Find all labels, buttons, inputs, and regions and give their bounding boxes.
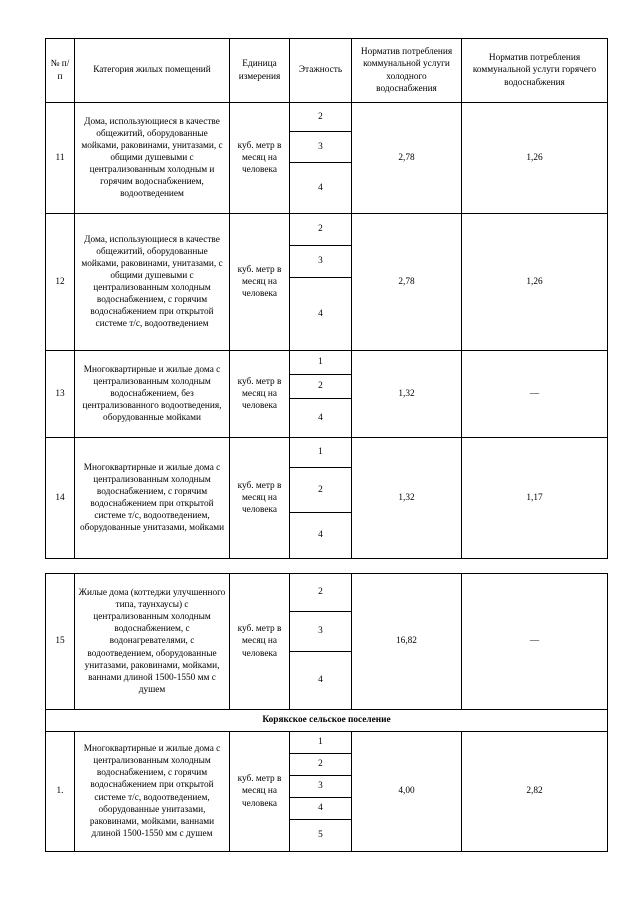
floor-cell: 3	[290, 612, 352, 652]
floor-cell: 2	[290, 103, 352, 132]
norms-table-part-1	[45, 38, 608, 559]
table-row	[46, 574, 608, 612]
floor-cell: 2	[290, 214, 352, 246]
row-number: 13	[46, 351, 75, 438]
cold-water-value: 1,32	[352, 438, 462, 559]
hot-water-value: 1,17	[462, 438, 608, 559]
row-unit: куб. метр в месяц на человека	[230, 214, 290, 351]
hot-water-value: 2,82	[462, 732, 608, 852]
row-unit: куб. метр в месяц на человека	[230, 438, 290, 559]
hot-water-value: 1,26	[462, 214, 608, 351]
row-number: 1.	[46, 732, 75, 852]
row-unit: куб. метр в месяц на человека	[230, 351, 290, 438]
table-row	[46, 214, 608, 246]
hot-water-value: —	[462, 574, 608, 710]
header-cold-water: Норматив потребления коммунальной услуги холодного водоснабжения	[352, 39, 462, 103]
row-number: 14	[46, 438, 75, 559]
row-category: Дома, использующиеся в качестве общежитий, оборудованные мойками, раковинами, унитазами, с общими душевыми с централизованным холодным и горячим водоснабжением, водоотведением	[75, 103, 230, 214]
floor-cell: 2	[290, 754, 352, 776]
row-category: Многоквартирные и жилые дома с централизованным холодным водоснабжением, с горячим водоснабжением при открытой системе т/с, водоотведением, оборудованные унитазами, раковинами, мойками, ваннами длиной 1500-1550 мм с душем	[75, 732, 230, 852]
table-row	[46, 732, 608, 754]
floor-cell: 4	[290, 798, 352, 820]
row-unit: куб. метр в месяц на человека	[230, 732, 290, 852]
floor-cell: 4	[290, 163, 352, 214]
floor-cell: 3	[290, 132, 352, 163]
header-number: № п/п	[46, 39, 75, 103]
floor-cell: 4	[290, 278, 352, 351]
cold-water-value: 2,78	[352, 103, 462, 214]
hot-water-value: —	[462, 351, 608, 438]
row-category: Жилые дома (коттеджи улучшенного типа, таунхаусы) с централизованным холодным водоснабжением, с водонагревателями, с водоотведением, оборудованные унитазами, раковинами, мойками, ваннами длиной 1500-1550 мм с душем	[75, 574, 230, 710]
table-row	[46, 351, 608, 375]
section-title: Корякское сельское поселение	[46, 710, 608, 732]
row-number: 12	[46, 214, 75, 351]
floor-cell: 5	[290, 820, 352, 852]
row-unit: куб. метр в месяц на человека	[230, 103, 290, 214]
hot-water-value: 1,26	[462, 103, 608, 214]
floor-cell: 4	[290, 513, 352, 559]
floor-cell: 4	[290, 399, 352, 438]
header-floors: Этажность	[290, 39, 352, 103]
table-row	[46, 103, 608, 132]
floor-cell: 2	[290, 375, 352, 399]
header-unit: Единица измерения	[230, 39, 290, 103]
row-number: 11	[46, 103, 75, 214]
cold-water-value: 2,78	[352, 214, 462, 351]
row-category: Дома, использующиеся в качестве общежитий, оборудованные мойками, раковинами, унитазами, с общими душевыми с централизованным холодным водоснабжением, с горячим водоснабжением при открытой системе т/с, водоотведением	[75, 214, 230, 351]
table-row	[46, 438, 608, 468]
norms-table-part-2	[45, 573, 608, 852]
row-category: Многоквартирные и жилые дома с централизованным холодным водоснабжением, с горячим водоснабжением при открытой системе т/с, водоотведением, оборудованные унитазами, мойками	[75, 438, 230, 559]
floor-cell: 4	[290, 652, 352, 710]
header-category: Категория жилых помещений	[75, 39, 230, 103]
floor-cell: 1	[290, 438, 352, 468]
floor-cell: 3	[290, 776, 352, 798]
floor-cell: 1	[290, 351, 352, 375]
cold-water-value: 1,32	[352, 351, 462, 438]
floor-cell: 2	[290, 468, 352, 513]
table-header-row	[46, 39, 608, 103]
floor-cell: 1	[290, 732, 352, 754]
row-number: 15	[46, 574, 75, 710]
section-row	[46, 710, 608, 732]
cold-water-value: 4,00	[352, 732, 462, 852]
cold-water-value: 16,82	[352, 574, 462, 710]
header-hot-water: Норматив потребления коммунальной услуги горячего водоснабжения	[462, 39, 608, 103]
row-category: Многоквартирные и жилые дома с централизованным холодным водоснабжением, без централизованного водоотведения, оборудованные мойками	[75, 351, 230, 438]
floor-cell: 2	[290, 574, 352, 612]
floor-cell: 3	[290, 246, 352, 278]
row-unit: куб. метр в месяц на человека	[230, 574, 290, 710]
